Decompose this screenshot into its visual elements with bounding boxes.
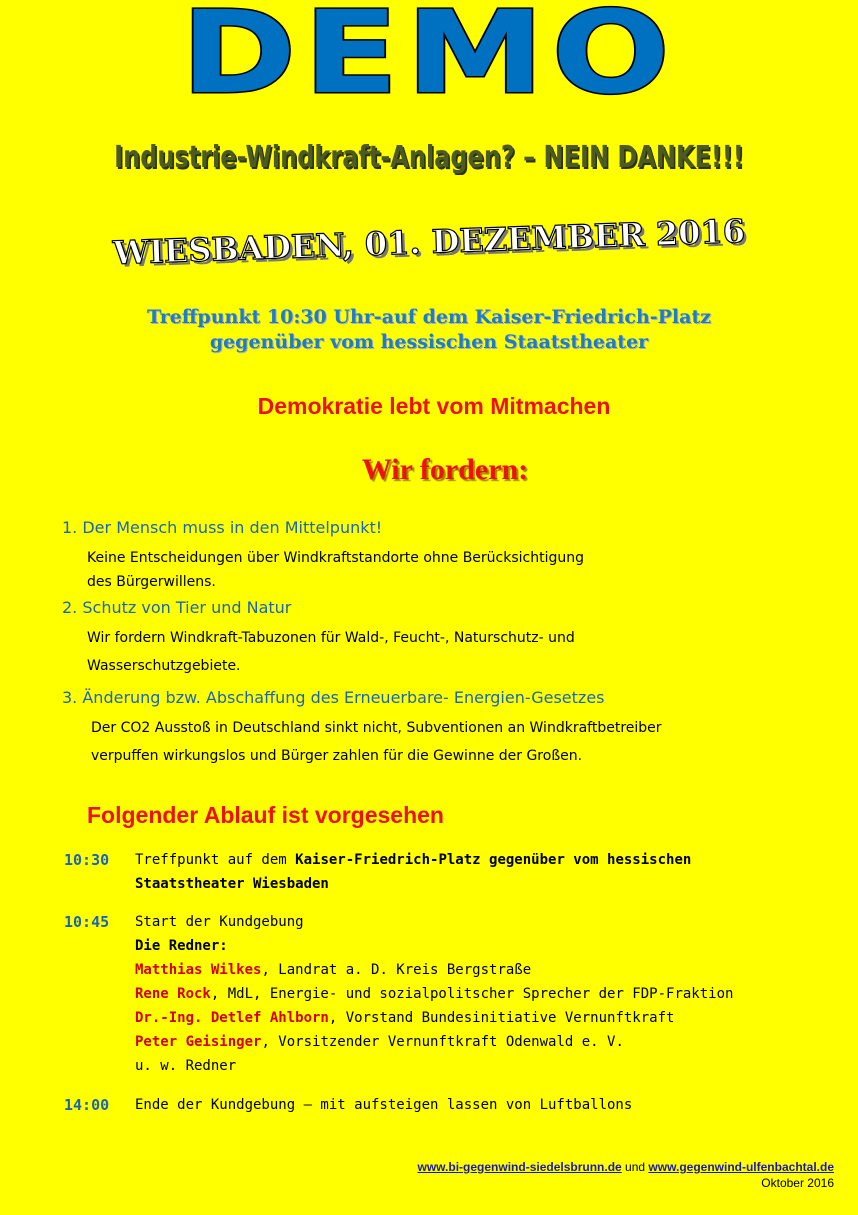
schedule-time-1045: 10:45 — [64, 913, 110, 931]
schedule-title: Folgender Ablauf ist vorgesehen — [87, 802, 444, 828]
speaker-3 — [135, 1007, 674, 1030]
schedule-start: Start der Kundgebung — [135, 914, 304, 930]
demand-1-heading — [62, 517, 382, 539]
more-speakers: u. w. Redner — [135, 1058, 237, 1074]
meeting-place: Kaiser-Friedrich-Platz gegenüber vom hessischen — [295, 852, 692, 868]
speaker-1 — [135, 959, 531, 982]
speaker-4 — [135, 1031, 624, 1054]
slogan-heading: Industrie-Windkraft-Anlagen? – NEIN DANKE!!! — [114, 140, 744, 175]
speakers-label: Die Redner: — [135, 938, 228, 954]
demand-3-heading — [62, 687, 605, 709]
demand-1-text-line-2: des Bürgerwillens. — [87, 574, 216, 590]
demand-2-title: Schutz von Tier und Natur — [82, 598, 292, 617]
footer-date: Oktober 2016 — [761, 1176, 834, 1190]
demand-1-text-line-1: Keine Entscheidungen über Windkraftstandorte ohne Berücksichtigung — [87, 550, 585, 566]
schedule-end: Ende der Kundgebung – mit aufsteigen lassen von Luftballons — [135, 1097, 633, 1113]
demand-2-text-line-2: Wasserschutzgebiete. — [87, 658, 241, 674]
speaker-4-role: , Vorsitzender Vernunftkraft Odenwald e. V. — [261, 1034, 624, 1050]
speaker-2-name: Rene Rock — [135, 986, 211, 1002]
demand-2-text-line-1: Wir fordern Windkraft-Tabuzonen für Wald-, Feucht-, Naturschutz- und — [87, 630, 575, 646]
speaker-2-role: , MdL, Energie- und sozialpolitscher Sprecher der FDP-Fraktion — [210, 986, 734, 1002]
speaker-1-name: Matthias Wilkes — [135, 962, 262, 978]
meeting-point-line-2: gegenüber vom hessischen Staatstheater — [209, 331, 649, 353]
speaker-3-name: Dr.-Ing. Detlef Ahlborn — [135, 1010, 329, 1026]
demand-1-title: Der Mensch muss in den Mittelpunkt! — [82, 518, 383, 537]
demand-3-text-line-2: verpuffen wirkungslos und Bürger zahlen für die Gewinne der Großen. — [91, 748, 583, 764]
link-gegenwind-ulfenbachtal[interactable]: www.gegenwind-ulfenbachtal.de — [648, 1160, 834, 1174]
link-bi-gegenwind-siedelsbrunn[interactable]: www.bi-gegenwind-siedelsbrunn.de — [417, 1160, 622, 1174]
speaker-2 — [135, 983, 733, 1006]
city-date-heading: WIESBADEN, 01. DEZEMBER 2016 — [112, 211, 746, 273]
demand-3-text-line-1: Der CO2 Ausstoß in Deutschland sinkt nicht, Subventionen an Windkraftbetreiber — [91, 720, 662, 736]
schedule-item-1030-line-2: Staatstheater Wiesbaden — [135, 876, 329, 892]
footer-connector: und — [621, 1160, 649, 1174]
demand-2-heading — [62, 597, 291, 619]
schedule-item-1030-line-1 — [135, 849, 691, 872]
schedule-time-1400: 14:00 — [64, 1096, 110, 1114]
demands-title: Wir fordern: — [361, 453, 529, 486]
demand-3-title: Änderung bzw. Abschaffung des Erneuerbare- Energien-Gesetzes — [82, 688, 605, 707]
footer-links — [417, 1160, 834, 1174]
speaker-4-name: Peter Geisinger — [135, 1034, 262, 1050]
demand-2-number: 2. — [62, 598, 78, 617]
speaker-3-role: , Vorstand Bundesinitiative Vernunftkraft — [328, 1010, 675, 1026]
meeting-text: Treffpunkt auf dem — [135, 852, 296, 868]
demand-3-number: 3. — [62, 688, 78, 707]
motto: Demokratie lebt vom Mitmachen — [257, 393, 611, 419]
schedule-time-1030: 10:30 — [64, 851, 110, 869]
demand-1-number: 1. — [62, 518, 78, 537]
demo-title: DEMO — [180, 0, 678, 119]
meeting-point-line-1: Treffpunkt 10:30 Uhr-auf dem Kaiser-Friedrich-Platz — [146, 306, 712, 328]
speaker-1-role: , Landrat a. D. Kreis Bergstraße — [261, 962, 532, 978]
meeting-point — [0, 305, 858, 355]
